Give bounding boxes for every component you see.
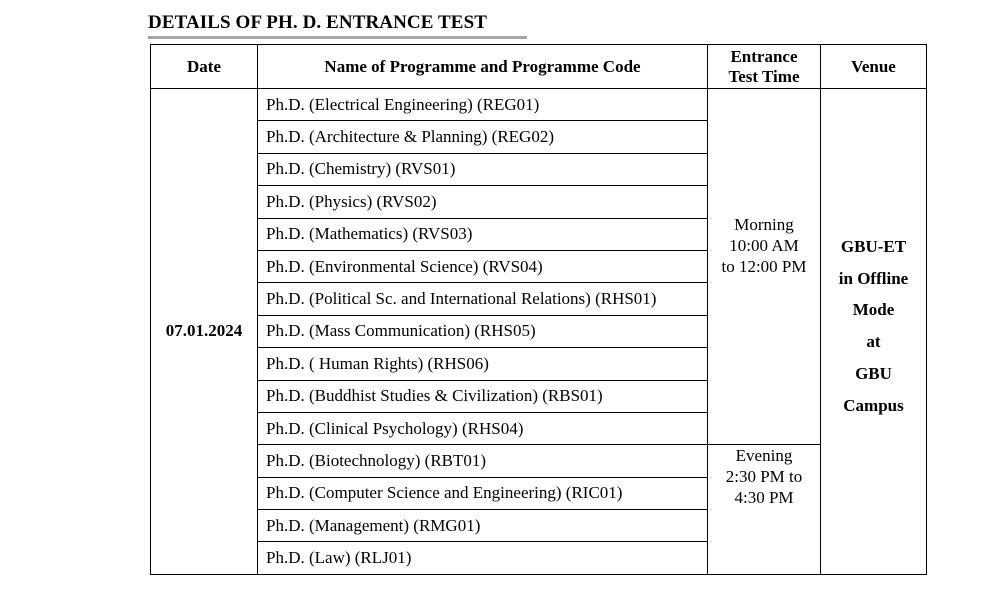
programme-cell: Ph.D. (Mass Communication) (RHS05)	[258, 315, 708, 347]
programme-cell: Ph.D. (Architecture & Planning) (REG02)	[258, 121, 708, 153]
programme-cell: Ph.D. (Computer Science and Engineering) (RIC01)	[258, 477, 708, 509]
venue-header: Venue	[821, 45, 927, 89]
header-row	[151, 45, 927, 89]
test-time-header-line2: Test Time	[728, 66, 800, 86]
date-cell: 07.01.2024	[151, 89, 258, 575]
programme-cell: Ph.D. (Political Sc. and International Relations) (RHS01)	[258, 283, 708, 315]
programme-cell: Ph.D. ( Human Rights) (RHS06)	[258, 348, 708, 380]
table-row	[151, 445, 927, 477]
test-time-header	[708, 45, 821, 89]
venue-line: Mode	[852, 300, 895, 320]
entrance-test-table	[150, 44, 927, 575]
title-underline	[148, 36, 527, 39]
evening-end: 4:30 PM	[734, 488, 794, 508]
table-row	[151, 89, 927, 121]
programme-cell: Ph.D. (Electrical Engineering) (REG01)	[258, 89, 708, 121]
date-header: Date	[151, 45, 258, 89]
programme-cell: Ph.D. (Clinical Psychology) (RHS04)	[258, 412, 708, 444]
programme-cell: Ph.D. (Buddhist Studies & Civilization) (RBS01)	[258, 380, 708, 412]
programme-cell: Ph.D. (Environmental Science) (RVS04)	[258, 250, 708, 282]
programme-header: Name of Programme and Programme Code	[258, 45, 708, 89]
programme-cell: Ph.D. (Biotechnology) (RBT01)	[258, 445, 708, 477]
programme-cell: Ph.D. (Mathematics) (RVS03)	[258, 218, 708, 250]
venue-line: Campus	[843, 395, 904, 415]
evening-label: Evening	[735, 446, 793, 466]
venue-line: at	[866, 332, 881, 352]
venue-cell	[821, 89, 927, 575]
venue-line: in Offline	[838, 268, 909, 288]
evening-time-cell	[708, 445, 821, 575]
programme-cell: Ph.D. (Management) (RMG01)	[258, 510, 708, 542]
page-title: DETAILS OF PH. D. ENTRANCE TEST	[148, 12, 488, 33]
venue-line: GBU-ET	[840, 237, 907, 256]
morning-time-cell	[708, 89, 821, 445]
evening-start: 2:30 PM to	[725, 467, 803, 487]
programme-cell: Ph.D. (Chemistry) (RVS01)	[258, 153, 708, 185]
programme-cell: Ph.D. (Physics) (RVS02)	[258, 186, 708, 218]
venue-line: GBU	[855, 363, 892, 383]
morning-start: 10:00 AM	[729, 236, 799, 255]
morning-label: Morning	[734, 215, 794, 234]
morning-end: to 12:00 PM	[721, 257, 807, 276]
programme-cell: Ph.D. (Law) (RLJ01)	[258, 542, 708, 574]
test-time-header-line1: Entrance	[730, 46, 798, 66]
